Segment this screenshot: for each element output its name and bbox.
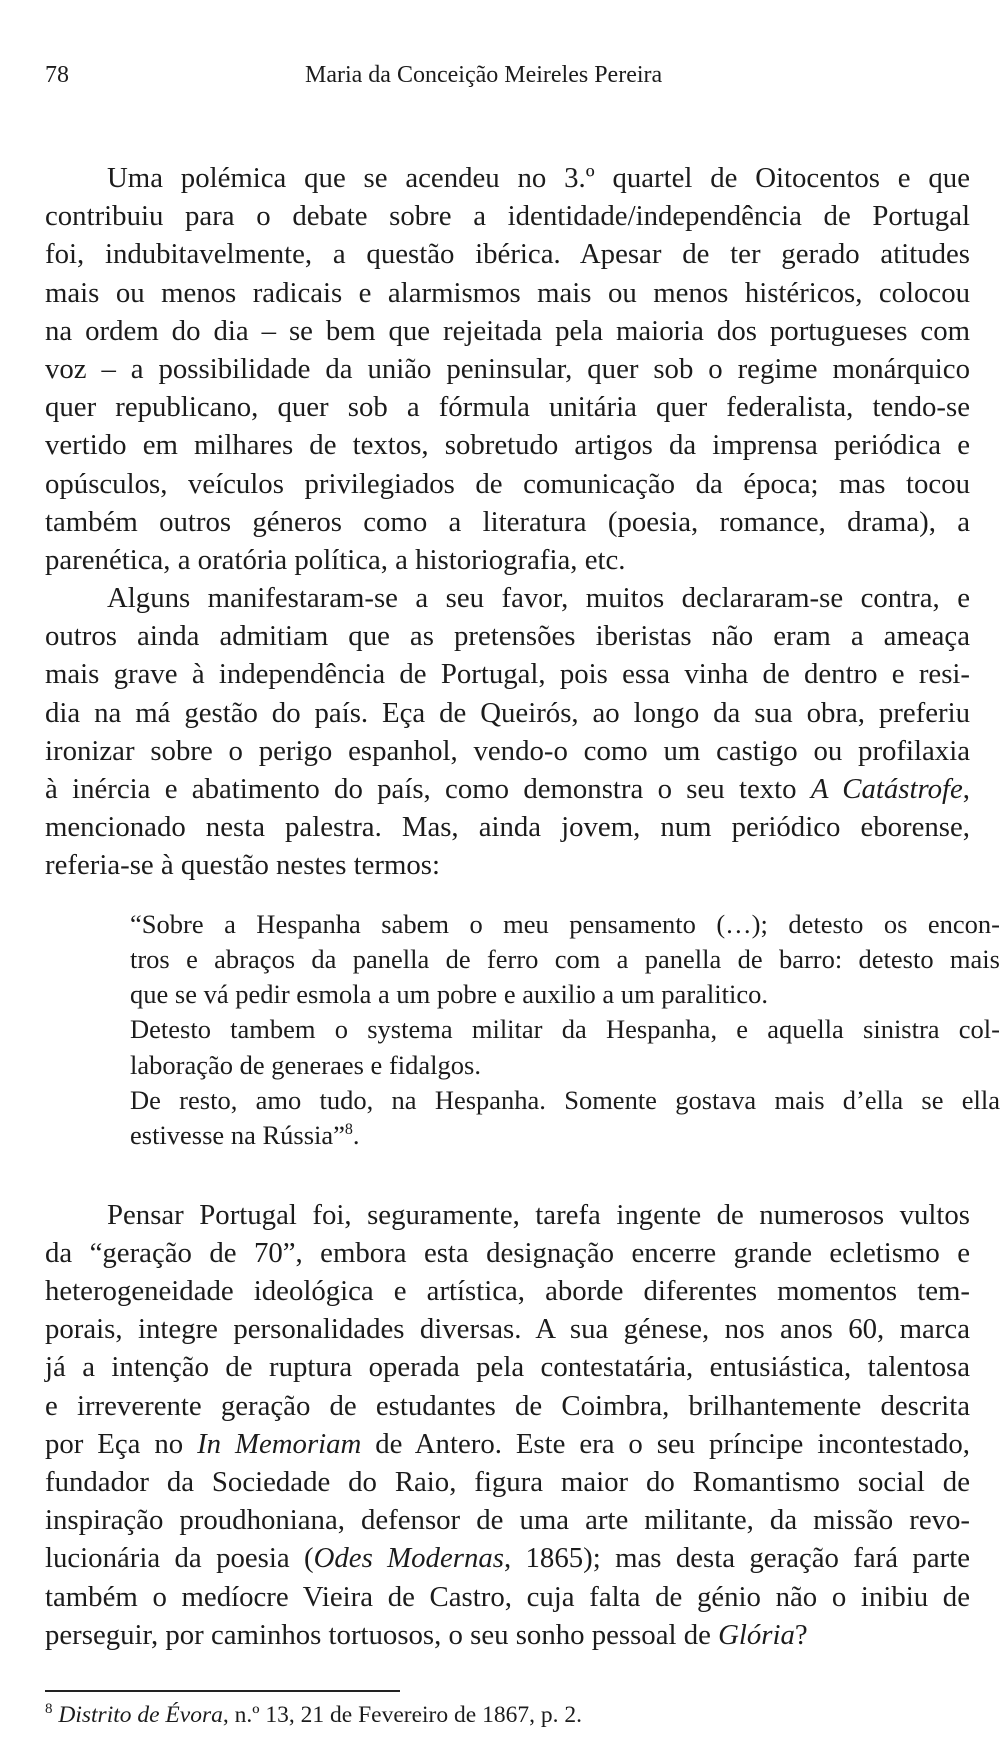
text-line: ironizar sobre o perigo espanhol, vendo-o como um castigo ou profilaxia [45, 734, 970, 767]
text-line: na ordem do dia – se bem que rejeitada pela maioria dos portugueses com [45, 314, 970, 347]
text-line [45, 1616, 970, 1654]
text-run: , 1865); mas desta geração fará parte [503, 1542, 970, 1575]
quote-line: tros e abraços da panella de ferro com a panella de barro: detesto mais [130, 943, 1000, 974]
paragraph-1 [45, 159, 970, 579]
text-line: mencionado nesta palestra. Mas, ainda jovem, num periódico eborense, [45, 811, 970, 844]
text-line: mais ou menos radicais e alarmismos mais ou menos histéricos, colocou [45, 276, 970, 309]
text-line: foi, indubitavelmente, a questão ibérica. Apesar de ter gerado atitudes [45, 238, 970, 271]
text-line: e irreverente geração de estudantes de Coimbra, brilhantemente descrita [45, 1389, 970, 1422]
work-title-a-catastrofe: A Catástrofe [810, 773, 963, 805]
text-line: inspiração proudhoniana, defensor de uma arte militante, da missão revo- [45, 1504, 970, 1537]
text-line: mais grave à independência de Portugal, pois essa vinha de dentro e resi- [45, 658, 970, 691]
text-line: também o medíocre Vieira de Castro, cuja falta de génio não o inibiu de [45, 1580, 970, 1613]
footnote-divider [45, 1690, 400, 1692]
block-quote [130, 907, 1000, 1154]
paragraph-3 [45, 1196, 970, 1654]
text-line: outros ainda admitiam que as pretensões iberistas não eram a ameaça [45, 620, 970, 653]
quote-line: “Sobre a Hespanha sabem o meu pensamento (…); detesto os encon- [130, 908, 1000, 939]
book-page [45, 0, 1000, 1756]
text-line: porais, integre personalidades diversas. A sua génese, nos anos 60, marca [45, 1313, 970, 1346]
text-line: também outros géneros como a literatura (poesia, romance, drama), a [45, 505, 970, 538]
text-line: da “geração de 70”, embora esta designação encerre grande ecletismo e [45, 1236, 970, 1269]
text-line: vertido em milhares de textos, sobretudo artigos da imprensa periódica e [45, 429, 970, 462]
text-line: voz – a possibilidade da união peninsular, quer sob o regime monárquico [45, 352, 970, 385]
text-run: estivesse na Rússia” [130, 1120, 345, 1151]
text-run: de Antero. Este era o seu príncipe incontestado, [361, 1427, 970, 1460]
quote-line [130, 1118, 1000, 1153]
quote-line: que se vá pedir esmola a um pobre e auxilio a um paralitico. [130, 979, 768, 1010]
work-title-gloria: Glória [718, 1618, 795, 1651]
footnote-source-title: Distrito de Évora [58, 1702, 223, 1728]
text-run: , [962, 773, 970, 805]
body-text [45, 159, 1000, 1654]
footnote-reference[interactable]: 8 [344, 1121, 353, 1139]
text-line: opúsculos, veículos privilegiados de comunicação da época; mas tocou [45, 467, 970, 500]
paragraph-2 [45, 579, 970, 885]
work-title-in-memoriam: In Memoriam [197, 1427, 362, 1460]
text-line: contribuiu para o debate sobre a identidade/independência de Portugal [45, 200, 970, 233]
text-line: parenética, a oratória política, a historiografia, etc. [45, 543, 626, 576]
text-line: Uma polémica que se acendeu no 3.º quartel de Oitocentos e que [107, 162, 970, 194]
text-line: Alguns manifestaram-se a seu favor, muitos declararam-se contra, e [107, 582, 970, 615]
text-line: Pensar Portugal foi, seguramente, tarefa ingente de numerosos vultos [107, 1198, 970, 1231]
text-run: por Eça no [45, 1427, 198, 1460]
text-line: heterogeneidade ideológica e artística, aborde diferentes momentos tem- [45, 1275, 970, 1308]
footnote-8 [45, 1700, 582, 1730]
text-run: à inércia e abatimento do país, como demonstra o seu texto [45, 773, 811, 805]
page-number: 78 [45, 62, 69, 88]
work-title-odes-modernas: Odes Modernas [313, 1542, 504, 1575]
text-line [45, 1539, 970, 1577]
text-line: quer republicano, quer sob a fórmula unitária quer federalista, tendo-se [45, 391, 970, 424]
text-run: perseguir, por caminhos tortuosos, o seu sonho pessoal de [45, 1618, 719, 1651]
text-line: referia-se à questão nestes termos: [45, 849, 440, 882]
text-line: dia na má gestão do país. Eça de Queirós, ao longo da sua obra, preferiu [45, 696, 970, 729]
footnote-source-details: , n.º 13, 21 de Fevereiro de 1867, p. 2. [222, 1702, 582, 1728]
footnote-number: 8 [45, 1701, 53, 1718]
quote-line: laboração de generaes e fidalgos. [130, 1049, 481, 1080]
quote-line: Detesto tambem o systema militar da Hespanha, e aquella sinistra col- [130, 1014, 1000, 1045]
running-title: Maria da Conceição Meireles Pereira [305, 62, 663, 88]
text-line: fundador da Sociedade do Raio, figura maior do Romantismo social de [45, 1465, 970, 1498]
running-head [45, 58, 970, 92]
text-run: lucionária da poesia ( [45, 1542, 314, 1575]
text-line [45, 1425, 970, 1463]
text-line [45, 770, 970, 808]
text-run: . [352, 1120, 360, 1151]
text-line: já a intenção de ruptura operada pela contestatária, entusiástica, talentosa [45, 1351, 970, 1384]
quote-line: De resto, amo tudo, na Hespanha. Somente gostava mais d’ella se ella [130, 1085, 1000, 1116]
text-run: ? [794, 1618, 808, 1651]
